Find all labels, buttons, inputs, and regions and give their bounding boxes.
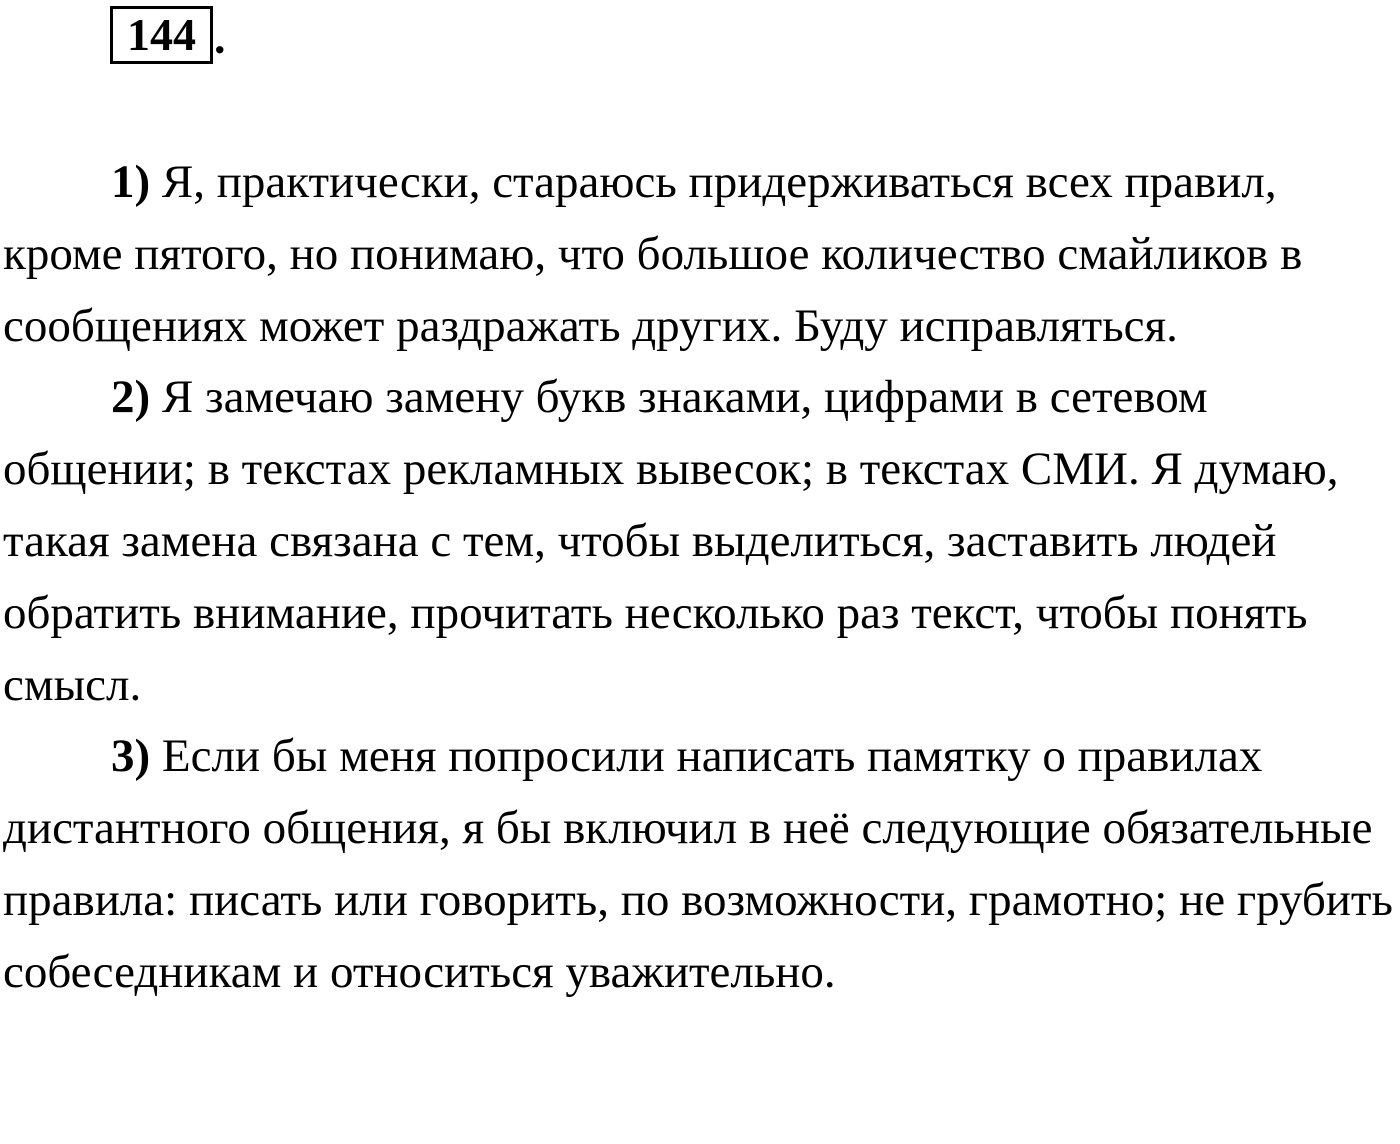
exercise-header [110, 4, 226, 64]
answer-marker-1: 1) [111, 156, 151, 208]
answer-paragraph-2 [3, 362, 1399, 721]
exercise-number-box: 144 [110, 6, 213, 64]
answer-paragraph-1 [3, 147, 1399, 362]
exercise-number-dot: . [214, 12, 226, 63]
answer-marker-3: 3) [111, 730, 151, 783]
answer-body [3, 147, 1399, 1009]
answer-marker-2: 2) [111, 371, 151, 424]
answer-paragraph-3 [3, 721, 1399, 1008]
answer-text-1: Я, практически, стараюсь придерживаться всех правил, кроме пятого, но понимаю, что большое количество смайликов в сообщениях может раздражать других. Буду исправляться. [3, 156, 1303, 352]
answer-text-3: Если бы меня попросили написать памятку о правилах дистантного общения, я бы включил в неё следующие обязательные правила: писать или говорить, по возможности, грамотно; не грубить собеседникам и относиться уважительно. [3, 730, 1393, 998]
answer-text-2: Я замечаю замену букв знаками, цифрами в сетевом общении; в текстах рекламных вывесок; в текстах СМИ. Я думаю, такая замена связана с тем, чтобы выделиться, заставить людей обратить внимание, прочитать несколько раз текст, чтобы понять смысл. [3, 371, 1339, 711]
